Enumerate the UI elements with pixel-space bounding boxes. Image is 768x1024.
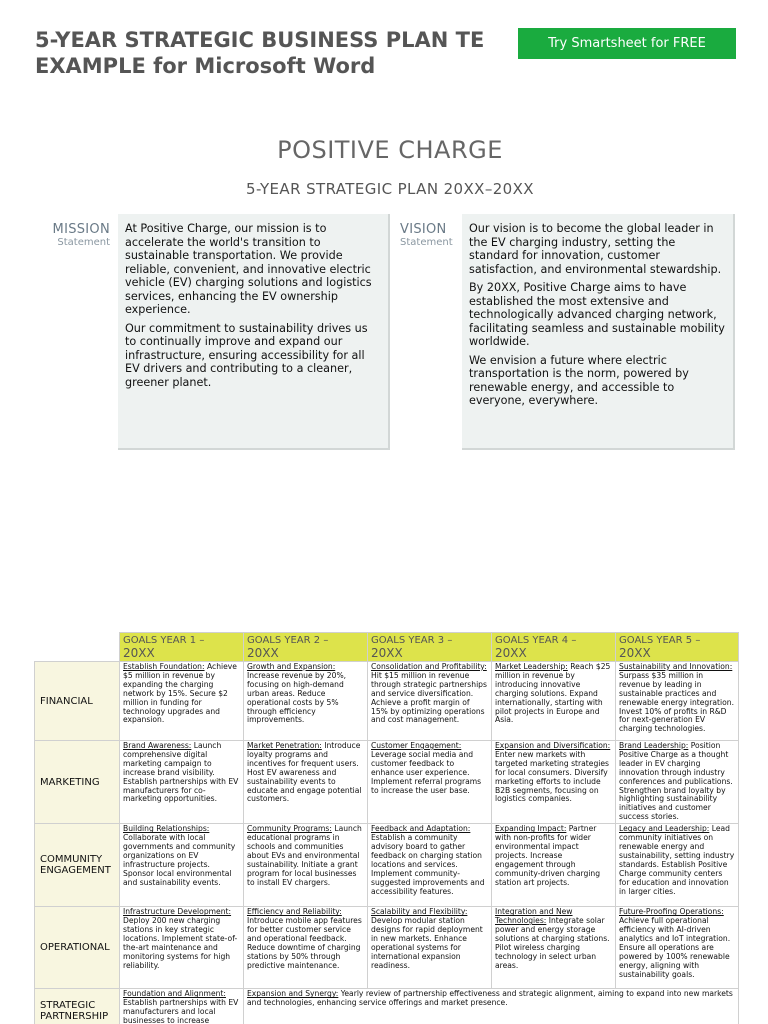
goal-text: Leverage social media and customer feedback to enhance user experience. Implement referral programs to increase the user base. [371,749,482,795]
document-title-line-2: EXAMPLE for Microsoft Word [35,54,376,78]
goal-cell [368,662,492,741]
mission-paragraph: At Positive Charge, our mission is to accelerate the world's transition to sustainable transportation. We provide reliable, convenient, and innovative electric vehicle (EV) charging solutions and logistics services, enhancing the EV ownership experience. [125,222,372,316]
plan-subtitle: 5-YEAR STRATEGIC PLAN 20XX–20XX [246,180,534,198]
mission-paragraph: Our commitment to sustainability drives us to continually improve and expand our infrastructure, ensuring accessibility for all EV drivers and contributing to a cleaner, greener planet. [125,321,368,389]
goal-text: Partner with non-profits for wider environmental impact projects. Increase engagement through community-driven charging station art projects. [495,824,601,887]
goal-cell [244,741,368,824]
year-label: GOALS YEAR 2 – [247,635,329,646]
year-1-header [120,633,244,662]
goals-table [34,632,739,1024]
goal-cell [492,824,616,907]
goal-text: Increase revenue by 20%, focusing on high-demand urban areas. Reduce operational costs by 5% through efficiency improvements. [247,670,347,725]
goal-heading: Establish Foundation: [123,662,205,671]
goal-cell [244,824,368,907]
document-title [35,27,525,79]
goal-heading: Infrastructure Development: [123,907,232,917]
goal-cell [616,907,739,989]
goal-heading: Expansion and Synergy: [247,989,339,999]
goal-cell [120,824,244,907]
goal-cell [244,662,368,741]
goal-cell [492,741,616,824]
goal-cell [492,662,616,741]
goal-heading: Customer Engagement: [371,741,462,750]
goal-heading: Efficiency and Reliability: [247,907,342,917]
vision-label-title: VISION [400,222,447,237]
goal-heading: Brand Leadership: [619,741,689,750]
goal-text: Deploy 200 new charging stations in key strategic locations. Implement state-of-the-art maintenance and monitoring systems for high reliability. [123,916,238,970]
row-header: OPERATIONAL [35,907,120,989]
goal-text: Lead community initiatives on renewable energy and sustainability, setting industry standards. Establish Positive Charge community centers for education and innovation in larger cities. [619,824,735,896]
goal-text: Launch comprehensive digital marketing campaign to increase brand visibility. Establish partnerships with EV manufacturers for co-marketing opportunities. [123,741,239,804]
year-value: 20XX [495,646,527,660]
goal-cell [120,741,244,824]
goal-heading: Scalability and Flexibility: [371,907,468,917]
financial-row [35,662,739,741]
year-3-header [368,633,492,662]
vision-paragraph: Our vision is to become the global leader in the EV charging industry, setting the standard for innovation, customer satisfaction, and environmental stewardship. [469,222,722,276]
goal-heading: Market Penetration: [247,741,322,750]
year-label: GOALS YEAR 3 – [371,635,453,646]
goal-heading: Foundation and Alignment: [123,989,226,999]
goal-heading: Feedback and Adaptation: [371,824,471,834]
goal-text: Develop modular station designs for rapid deployment in new markets. Enhance operational systems for international expansion readiness. [371,916,483,970]
goal-text: Establish partnerships with EV manufacturers and local businesses to increase [123,998,239,1024]
goal-heading: Integration and New Technologies: [495,907,573,926]
goal-text: Establish a community advisory board to gather feedback on charging station locations and services. Implement community-suggested improvements and accessibility features. [371,833,485,896]
goal-text: Introduce mobile app features for better customer service and operational feedback. Reduce downtime of charging stations by 50% through predictive maintenance. [247,916,362,970]
year-label: GOALS YEAR 1 – [123,635,205,646]
vision-label-subtitle: Statement [400,237,453,248]
marketing-row [35,741,739,824]
vision-statement-box [462,214,735,450]
goal-cell [120,662,244,741]
strategic-partnership-row [35,989,739,1024]
goal-cell [120,907,244,989]
goal-heading: Legacy and Leadership: [619,824,710,834]
year-2-header [244,633,368,662]
goal-cell [368,741,492,824]
goal-heading: Growth and Expansion: [247,662,336,671]
row-header: STRATEGIC PARTNERSHIP [35,989,120,1024]
mission-statement-box [118,214,390,450]
goal-text: Yearly review of partnership effectiveness and strategic alignment, aiming to expand into new markets and technologies, enhancing service offerings and market presence. [247,989,733,1008]
mission-label [35,222,110,249]
row-header: COMMUNITY ENGAGEMENT [35,824,120,907]
document-title-line-1: 5-YEAR STRATEGIC BUSINESS PLAN TE [35,28,485,52]
goal-text: Position Positive Charge as a thought leader in EV charging innovation through industry conferences and publications. Strengthen brand loyalty by highlighting sustainability initiatives and customer success stories. [619,741,733,822]
year-4-header [492,633,616,662]
goal-text: Collaborate with local governments and community organizations on EV infrastructure projects. Sponsor local environmental and sustainability events. [123,833,236,887]
mission-label-title: MISSION [52,222,110,237]
goal-heading: Building Relationships: [123,824,210,834]
goal-cell [244,907,368,989]
year-label: GOALS YEAR 4 – [495,635,577,646]
year-value: 20XX [371,646,403,660]
goal-heading: Community Programs: [247,824,332,834]
goal-heading: Future-Proofing Operations: [619,907,724,917]
year-label: GOALS YEAR 5 – [619,635,701,646]
vision-paragraph: We envision a future where electric transportation is the norm, powered by renewable energy, and accessible to everyone, everywhere. [469,353,689,407]
goal-text: Achieve $5 million in revenue by expanding the charging network by 15%. Secure $2 million in funding for technology upgrades and expansion. [123,662,237,725]
goal-text: Introduce loyalty programs and incentives for frequent users. Host EV awareness and sustainability events to educate and engage potential customers. [247,741,362,804]
goal-cell [616,741,739,824]
year-5-header [616,633,739,662]
community-engagement-row [35,824,739,907]
row-header: MARKETING [35,741,120,824]
goal-text: Hit $15 million in revenue through strategic partnerships and service diversification. Achieve a profit margin of 15% by optimizing operations and cost management. [371,670,487,725]
goal-text: Integrate solar power and energy storage solutions at charging stations. Pilot wireless charging technology in select urban areas. [495,916,610,970]
goal-heading: Consolidation and Profitability: [371,662,487,671]
year-value: 20XX [619,646,651,660]
company-name: POSITIVE CHARGE [277,136,503,164]
goal-cell [368,824,492,907]
goal-heading: Brand Awareness: [123,741,192,750]
goal-cell [616,824,739,907]
goal-cell [368,907,492,989]
goal-cell-merged [244,989,739,1024]
try-smartsheet-button[interactable]: Try Smartsheet for FREE [518,28,736,59]
year-value: 20XX [247,646,279,660]
goals-header-row [35,633,739,662]
goal-heading: Expansion and Diversification: [495,741,611,750]
goal-heading: Expanding Impact: [495,824,567,834]
goal-text: Surpass $35 million in revenue by leading in sustainable practices and renewable energy integration. Invest 10% of profits in R&D for next-generation EV charging technologies. [619,670,734,734]
vision-paragraph: By 20XX, Positive Charge aims to have established the most extensive and technologically advanced charging network, facilitating seamless and sustainable mobility worldwide. [469,281,725,348]
table-corner [35,633,120,662]
vision-label [400,222,456,249]
goal-heading: Market Leadership: [495,662,568,671]
operational-row [35,907,739,989]
mission-label-subtitle: Statement [57,237,110,248]
goal-text: Achieve full operational efficiency with AI-driven analytics and IoT integration. Ensure all operations are powered by 100% renewable energy, aligning with sustainability goals. [619,916,731,979]
goal-text: Enter new markets with targeted marketing strategies for local consumers. Diversify marketing efforts to include B2B segments, focusing on logistics companies. [495,749,610,804]
goal-cell [492,907,616,989]
goal-cell [120,989,244,1024]
row-header: FINANCIAL [35,662,120,741]
year-value: 20XX [123,646,155,660]
goal-text: Launch educational programs in schools and communities about EVs and environmental sustainability. Initiate a grant program for local businesses to install EV chargers. [247,824,362,887]
goal-heading: Sustainability and Innovation: [619,662,733,671]
goal-cell [616,662,739,741]
goal-text: Reach $25 million in revenue by introducing innovative charging solutions. Expand internationally, starting with pilot projects in Europe and Asia. [495,662,611,725]
